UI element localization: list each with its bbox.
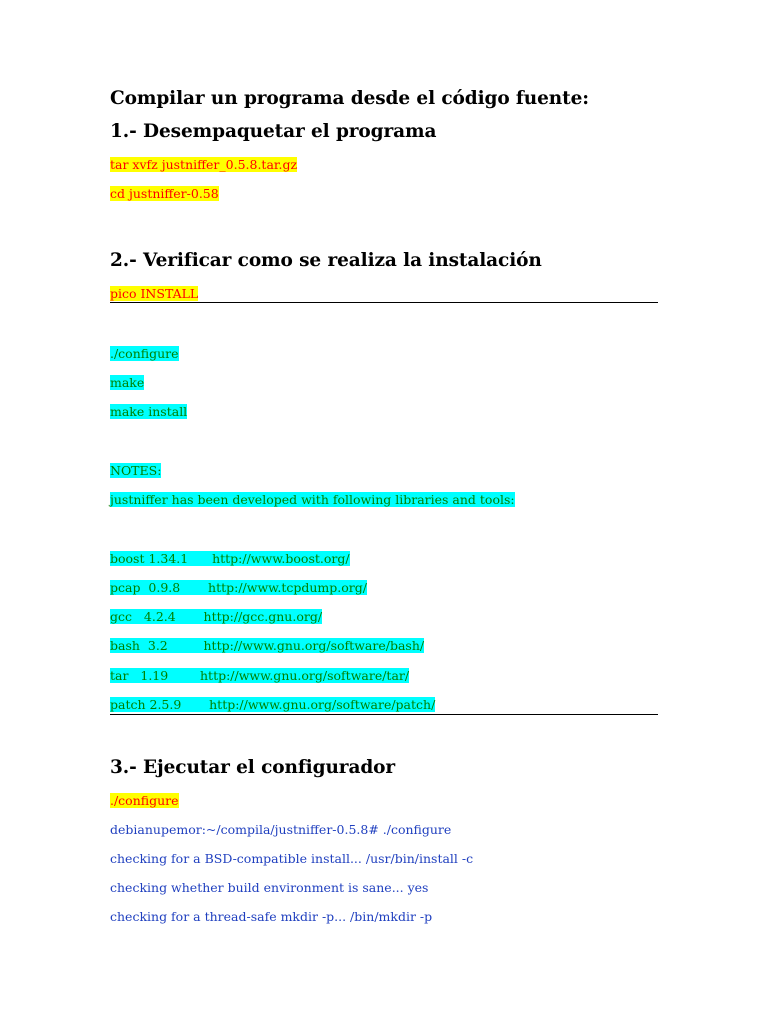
step1-command-cd: cd justniffer-0.58 [110,186,219,201]
step2-command-pico: pico INSTALL [110,286,199,301]
section-divider-top [110,302,658,303]
step3-heading: 3.- Ejecutar el configurador [110,757,396,778]
output-line: debianupemor:~/compila/justniffer-0.5.8# ./configure [110,822,452,837]
library-pcap: pcap 0.9.8 http://www.tcpdump.org/ [110,580,367,595]
output-line: checking whether build environment is sane... yes [110,880,429,895]
notes-text: justniffer has been developed with following libraries and tools: [110,492,515,507]
step3-command-configure: ./configure [110,793,179,808]
library-boost: boost 1.34.1 http://www.boost.org/ [110,551,350,566]
step1-heading: 1.- Desempaquetar el programa [110,121,437,142]
install-cmd-configure: ./configure [110,346,179,361]
page-title: Compilar un programa desde el código fuente: [110,88,590,109]
output-line: checking for a BSD-compatible install... /usr/bin/install -c [110,851,474,866]
notes-label: NOTES: [110,463,162,478]
output-line: checking for a thread-safe mkdir -p... /bin/mkdir -p [110,909,433,924]
library-gcc: gcc 4.2.4 http://gcc.gnu.org/ [110,609,323,624]
install-cmd-make: make [110,375,145,390]
step1-command-tar: tar xvfz justniffer_0.5.8.tar.gz [110,157,298,172]
library-tar: tar 1.19 http://www.gnu.org/software/tar/ [110,668,410,683]
section-divider-bottom [110,714,658,715]
library-patch: patch 2.5.9 http://www.gnu.org/software/patch/ [110,697,436,712]
install-cmd-make-install: make install [110,404,188,419]
step2-heading: 2.- Verificar como se realiza la instalación [110,250,542,271]
library-bash: bash 3.2 http://www.gnu.org/software/bash/ [110,638,425,653]
